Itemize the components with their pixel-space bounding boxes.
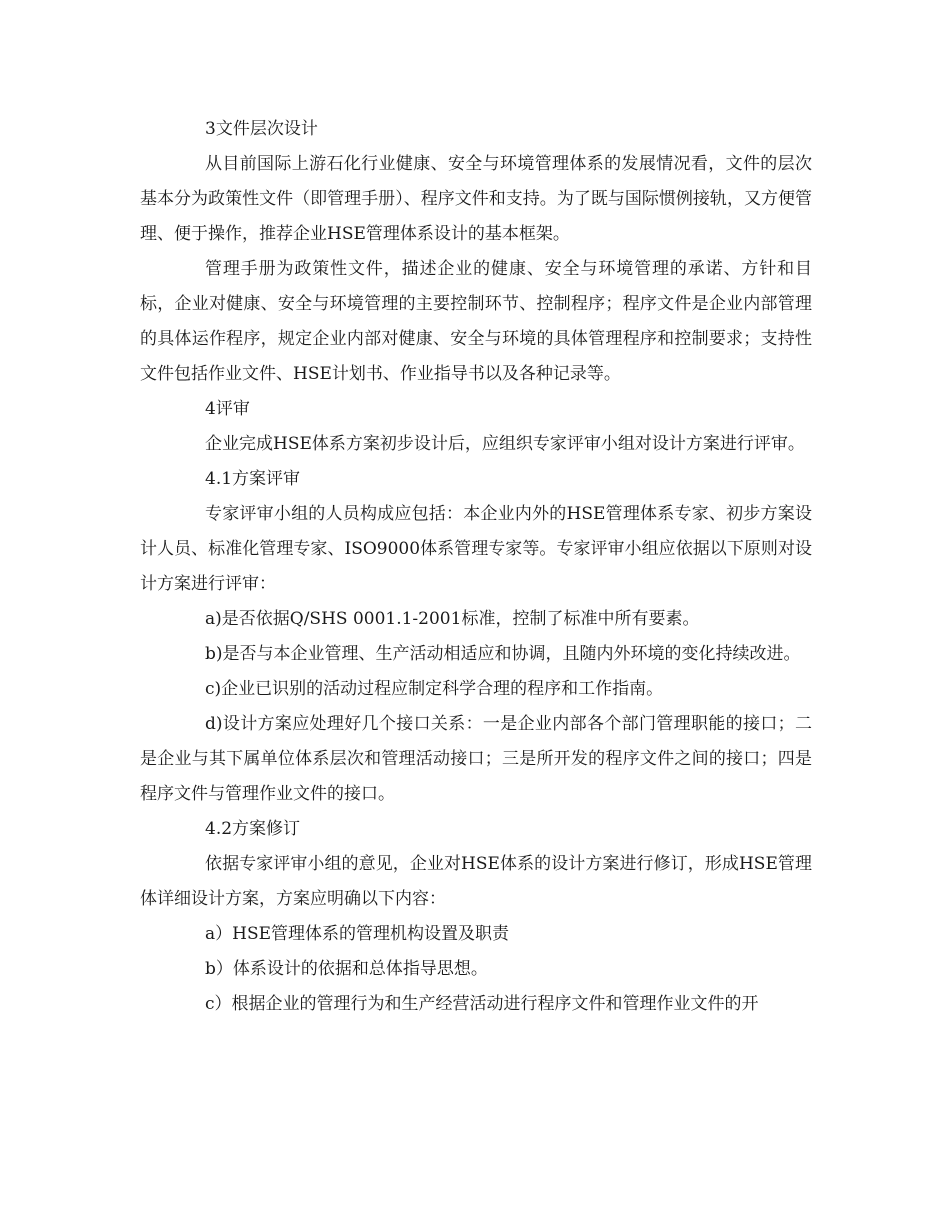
section-heading-4: 4评审: [205, 399, 250, 419]
list-item-c: c)企业已识别的活动过程应制定科学合理的程序和工作指南。: [205, 679, 664, 699]
revision-item-c: c）根据企业的管理行为和生产经营活动进行程序文件和管理作业文件的开: [205, 994, 759, 1014]
list-item-b: b)是否与本企业管理、生产活动相适应和协调，且随内外环境的变化持续改进。: [205, 644, 801, 664]
section-heading-4-1: 4.1方案评审: [205, 469, 301, 489]
paragraph-framework-overview: 从目前国际上游石化行业健康、安全与环境管理体系的发展情况看，文件的层次基本分为政策性文件（即管理手册）、程序文件和支持。为了既与国际惯例接轨，又方便管理、便于操作，推荐企业HSE管理体系设计的基本框架。: [140, 154, 812, 244]
list-item-d: d)设计方案应处理好几个接口关系：一是企业内部各个部门管理职能的接口；二是企业与其下属单位体系层次和管理活动接口；三是所开发的程序文件之间的接口；四是程序文件与管理作业文件的接口。: [140, 714, 812, 804]
section-heading-3: 3文件层次设计: [205, 119, 318, 139]
paragraph-review-intro: 企业完成HSE体系方案初步设计后，应组织专家评审小组对设计方案进行评审。: [205, 434, 805, 454]
revision-item-b: b）体系设计的依据和总体指导思想。: [205, 959, 488, 979]
paragraph-review-panel: 专家评审小组的人员构成应包括：本企业内外的HSE管理体系专家、初步方案设计人员、标准化管理专家、ISO9000体系管理专家等。专家评审小组应依据以下原则对设计方案进行评审：: [140, 504, 812, 594]
document-page: [140, 112, 812, 1022]
paragraph-revision-intro: 依据专家评审小组的意见，企业对HSE体系的设计方案进行修订，形成HSE管理体详细设计方案，方案应明确以下内容：: [140, 854, 812, 909]
paragraph-management-manual: 管理手册为政策性文件，描述企业的健康、安全与环境管理的承诺、方针和目标，企业对健康、安全与环境管理的主要控制环节、控制程序；程序文件是企业内部管理的具体运作程序，规定企业内部对健康、安全与环境的具体管理程序和控制要求；支持性文件包括作业文件、HSE计划书、作业指导书以及各种记录等。: [140, 259, 812, 384]
revision-item-a: a）HSE管理体系的管理机构设置及职责: [205, 924, 510, 944]
list-item-a: a)是否依据Q/SHS 0001.1-2001标准，控制了标准中所有要素。: [205, 609, 700, 629]
section-heading-4-2: 4.2方案修订: [205, 819, 301, 839]
